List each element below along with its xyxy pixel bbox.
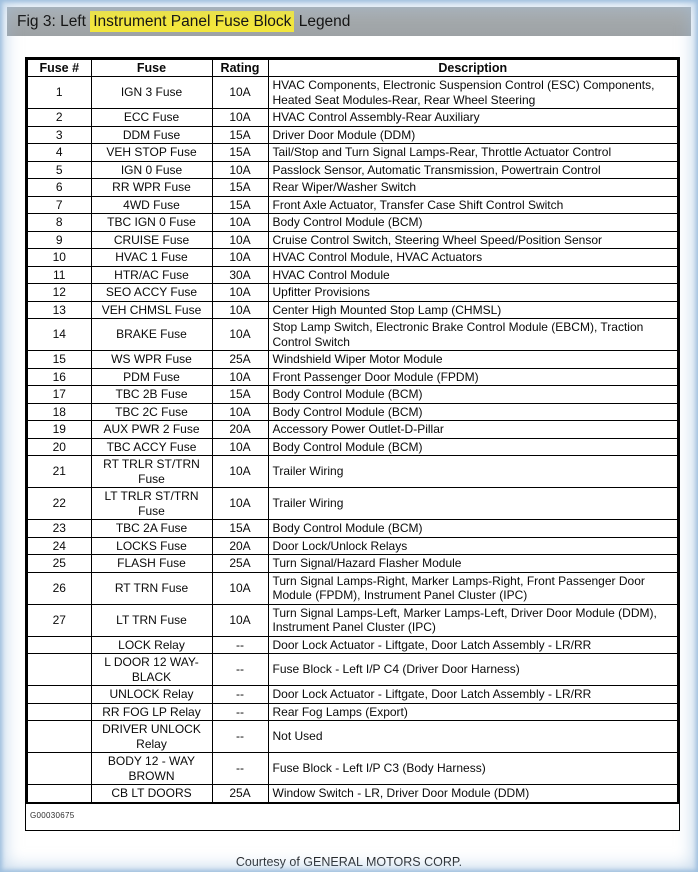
cell-fuse-number: 3 <box>27 126 91 144</box>
cell-rating: 10A <box>212 572 268 604</box>
cell-rating: 15A <box>212 386 268 404</box>
cell-rating: 15A <box>212 196 268 214</box>
fuse-table <box>26 58 679 804</box>
cell-description: Driver Door Module (DDM) <box>268 126 678 144</box>
cell-description: Stop Lamp Switch, Electronic Brake Control Module (EBCM), Traction Control Switch <box>268 319 678 351</box>
cell-description: Cruise Control Switch, Steering Wheel Speed/Position Sensor <box>268 231 678 249</box>
cell-rating: 10A <box>212 319 268 351</box>
cell-fuse-number: 11 <box>27 266 91 284</box>
cell-fuse-number: 24 <box>27 537 91 555</box>
cell-description: Body Control Module (BCM) <box>268 520 678 538</box>
table-row <box>27 537 678 555</box>
table-row <box>27 721 678 753</box>
cell-description: Body Control Module (BCM) <box>268 438 678 456</box>
cell-fuse-name: LOCK Relay <box>91 636 212 654</box>
table-row <box>27 403 678 421</box>
table-row <box>27 179 678 197</box>
cell-fuse-name: VEH STOP Fuse <box>91 144 212 162</box>
cell-fuse-number: 9 <box>27 231 91 249</box>
cell-fuse-number: 23 <box>27 520 91 538</box>
cell-description: Rear Wiper/Washer Switch <box>268 179 678 197</box>
table-row <box>27 421 678 439</box>
cell-rating: 15A <box>212 144 268 162</box>
cell-description: Windshield Wiper Motor Module <box>268 351 678 369</box>
cell-description: Body Control Module (BCM) <box>268 403 678 421</box>
cell-rating: 10A <box>212 249 268 267</box>
cell-fuse-number: 26 <box>27 572 91 604</box>
cell-rating: 15A <box>212 520 268 538</box>
table-row <box>27 386 678 404</box>
cell-rating: -- <box>212 753 268 785</box>
cell-description: Turn Signal/Hazard Flasher Module <box>268 555 678 573</box>
cell-fuse-number: 7 <box>27 196 91 214</box>
table-row <box>27 161 678 179</box>
cell-description: Rear Fog Lamps (Export) <box>268 703 678 721</box>
courtesy-line: Courtesy of GENERAL MOTORS CORP. <box>235 854 463 869</box>
cell-description: HVAC Control Module, HVAC Actuators <box>268 249 678 267</box>
cell-fuse-number: 22 <box>27 488 91 520</box>
cell-fuse-name: RT TRLR ST/TRN Fuse <box>91 456 212 488</box>
cell-fuse-number: 18 <box>27 403 91 421</box>
table-row <box>27 77 678 109</box>
cell-fuse-number <box>27 686 91 704</box>
col-header-fuse-name: Fuse <box>91 59 212 77</box>
cell-rating: 25A <box>212 351 268 369</box>
cell-rating: 10A <box>212 604 268 636</box>
cell-fuse-name: CB LT DOORS <box>91 785 212 803</box>
table-row <box>27 231 678 249</box>
cell-fuse-number: 2 <box>27 109 91 127</box>
cell-rating: -- <box>212 703 268 721</box>
cell-rating: 10A <box>212 231 268 249</box>
cell-fuse-name: TBC IGN 0 Fuse <box>91 214 212 232</box>
cell-fuse-number: 1 <box>27 77 91 109</box>
cell-fuse-number <box>27 703 91 721</box>
cell-fuse-name: SEO ACCY Fuse <box>91 284 212 302</box>
cell-fuse-name: IGN 0 Fuse <box>91 161 212 179</box>
table-row <box>27 144 678 162</box>
fuse-table-frame <box>25 57 680 831</box>
cell-description: Turn Signal Lamps-Right, Marker Lamps-Right, Front Passenger Door Module (FPDM), Instrument Panel Cluster (IPC) <box>268 572 678 604</box>
table-row <box>27 456 678 488</box>
cell-fuse-number: 27 <box>27 604 91 636</box>
table-row <box>27 572 678 604</box>
table-row <box>27 351 678 369</box>
cell-description: Front Axle Actuator, Transfer Case Shift Control Switch <box>268 196 678 214</box>
figure-title <box>17 13 350 31</box>
cell-fuse-name: LT TRLR ST/TRN Fuse <box>91 488 212 520</box>
cell-fuse-name: PDM Fuse <box>91 368 212 386</box>
table-row <box>27 686 678 704</box>
cell-fuse-number: 4 <box>27 144 91 162</box>
cell-fuse-name: FLASH Fuse <box>91 555 212 573</box>
cell-description: Window Switch - LR, Driver Door Module (DDM) <box>268 785 678 803</box>
cell-description: HVAC Components, Electronic Suspension Control (ESC) Components, Heated Seat Modules-Rear, Rear Wheel Steering <box>268 77 678 109</box>
cell-fuse-number: 17 <box>27 386 91 404</box>
cell-fuse-name: 4WD Fuse <box>91 196 212 214</box>
cell-fuse-name: RT TRN Fuse <box>91 572 212 604</box>
cell-rating: -- <box>212 721 268 753</box>
cell-description: Passlock Sensor, Automatic Transmission, Powertrain Control <box>268 161 678 179</box>
cell-fuse-number: 16 <box>27 368 91 386</box>
table-row <box>27 301 678 319</box>
cell-fuse-name: BRAKE Fuse <box>91 319 212 351</box>
cell-fuse-name: IGN 3 Fuse <box>91 77 212 109</box>
cell-description: Tail/Stop and Turn Signal Lamps-Rear, Throttle Actuator Control <box>268 144 678 162</box>
table-row <box>27 785 678 803</box>
cell-fuse-number <box>27 721 91 753</box>
cell-fuse-name: BODY 12 - WAY BROWN <box>91 753 212 785</box>
table-row <box>27 284 678 302</box>
cell-fuse-number: 21 <box>27 456 91 488</box>
cell-description: Front Passenger Door Module (FPDM) <box>268 368 678 386</box>
cell-fuse-number: 5 <box>27 161 91 179</box>
cell-fuse-number <box>27 785 91 803</box>
table-row <box>27 604 678 636</box>
cell-fuse-number <box>27 636 91 654</box>
cell-fuse-name: DDM Fuse <box>91 126 212 144</box>
cell-fuse-name: RR FOG LP Relay <box>91 703 212 721</box>
col-header-rating: Rating <box>212 59 268 77</box>
cell-rating: -- <box>212 654 268 686</box>
cell-description: Door Lock Actuator - Liftgate, Door Latch Assembly - LR/RR <box>268 686 678 704</box>
cell-rating: 10A <box>212 368 268 386</box>
col-header-description: Description <box>268 59 678 77</box>
cell-fuse-name: LT TRN Fuse <box>91 604 212 636</box>
cell-fuse-name: DRIVER UNLOCK Relay <box>91 721 212 753</box>
cell-description: Upfitter Provisions <box>268 284 678 302</box>
cell-rating: 20A <box>212 537 268 555</box>
cell-description: Body Control Module (BCM) <box>268 386 678 404</box>
figure-title-highlight: Instrument Panel Fuse Block <box>90 11 294 32</box>
cell-fuse-number <box>27 654 91 686</box>
cell-rating: 10A <box>212 161 268 179</box>
table-row <box>27 438 678 456</box>
cell-description: Turn Signal Lamps-Left, Marker Lamps-Left, Driver Door Module (DDM), Instrument Panel Cluster (IPC) <box>268 604 678 636</box>
cell-rating: -- <box>212 686 268 704</box>
table-row <box>27 214 678 232</box>
cell-rating: 10A <box>212 301 268 319</box>
cell-fuse-name: TBC 2A Fuse <box>91 520 212 538</box>
table-row <box>27 126 678 144</box>
document-id: G00030675 <box>30 810 75 820</box>
table-row <box>27 654 678 686</box>
cell-rating: 20A <box>212 421 268 439</box>
cell-description: Body Control Module (BCM) <box>268 214 678 232</box>
table-row <box>27 196 678 214</box>
figure-title-bar <box>7 7 691 36</box>
table-row <box>27 703 678 721</box>
cell-fuse-name: VEH CHMSL Fuse <box>91 301 212 319</box>
cell-description: Fuse Block - Left I/P C3 (Body Harness) <box>268 753 678 785</box>
cell-rating: 25A <box>212 785 268 803</box>
cell-rating: 10A <box>212 438 268 456</box>
cell-rating: 10A <box>212 456 268 488</box>
cell-description: HVAC Control Assembly-Rear Auxiliary <box>268 109 678 127</box>
cell-description: Door Lock Actuator - Liftgate, Door Latch Assembly - LR/RR <box>268 636 678 654</box>
cell-fuse-number: 13 <box>27 301 91 319</box>
cell-rating: 10A <box>212 403 268 421</box>
cell-fuse-name: CRUISE Fuse <box>91 231 212 249</box>
cell-fuse-number: 20 <box>27 438 91 456</box>
fuse-table-body <box>27 77 678 803</box>
cell-fuse-name: ECC Fuse <box>91 109 212 127</box>
cell-fuse-name: TBC ACCY Fuse <box>91 438 212 456</box>
cell-description: Trailer Wiring <box>268 456 678 488</box>
cell-description: Fuse Block - Left I/P C4 (Driver Door Harness) <box>268 654 678 686</box>
cell-fuse-name: LOCKS Fuse <box>91 537 212 555</box>
cell-rating: 10A <box>212 214 268 232</box>
cell-fuse-number: 8 <box>27 214 91 232</box>
cell-fuse-number: 19 <box>27 421 91 439</box>
cell-description: Center High Mounted Stop Lamp (CHMSL) <box>268 301 678 319</box>
table-row <box>27 636 678 654</box>
table-row <box>27 266 678 284</box>
table-row <box>27 520 678 538</box>
cell-fuse-name: TBC 2C Fuse <box>91 403 212 421</box>
cell-fuse-number: 15 <box>27 351 91 369</box>
cell-fuse-name: HVAC 1 Fuse <box>91 249 212 267</box>
cell-description: Not Used <box>268 721 678 753</box>
table-row <box>27 555 678 573</box>
cell-description: Trailer Wiring <box>268 488 678 520</box>
cell-rating: 10A <box>212 77 268 109</box>
table-row <box>27 488 678 520</box>
table-row <box>27 109 678 127</box>
cell-fuse-number: 25 <box>27 555 91 573</box>
figure-title-suffix: Legend <box>294 12 351 30</box>
cell-rating: 10A <box>212 488 268 520</box>
cell-description: Door Lock/Unlock Relays <box>268 537 678 555</box>
table-row <box>27 319 678 351</box>
cell-rating: 25A <box>212 555 268 573</box>
cell-fuse-number: 14 <box>27 319 91 351</box>
cell-rating: 30A <box>212 266 268 284</box>
cell-rating: 15A <box>212 179 268 197</box>
figure-title-prefix: Fig 3: Left <box>17 12 91 30</box>
cell-fuse-name: HTR/AC Fuse <box>91 266 212 284</box>
cell-rating: 10A <box>212 284 268 302</box>
table-row <box>27 753 678 785</box>
cell-fuse-number <box>27 753 91 785</box>
cell-rating: 15A <box>212 126 268 144</box>
table-row <box>27 249 678 267</box>
cell-rating: -- <box>212 636 268 654</box>
table-row <box>27 368 678 386</box>
cell-fuse-name: AUX PWR 2 Fuse <box>91 421 212 439</box>
cell-fuse-number: 6 <box>27 179 91 197</box>
cell-fuse-name: WS WPR Fuse <box>91 351 212 369</box>
cell-fuse-number: 10 <box>27 249 91 267</box>
cell-fuse-name: TBC 2B Fuse <box>91 386 212 404</box>
cell-description: Accessory Power Outlet-D-Pillar <box>268 421 678 439</box>
cell-fuse-name: L DOOR 12 WAY-BLACK <box>91 654 212 686</box>
cell-fuse-number: 12 <box>27 284 91 302</box>
cell-fuse-name: RR WPR Fuse <box>91 179 212 197</box>
fuse-table-header <box>27 59 678 77</box>
cell-fuse-name: UNLOCK Relay <box>91 686 212 704</box>
col-header-fuse-number: Fuse # <box>27 59 91 77</box>
cell-description: HVAC Control Module <box>268 266 678 284</box>
cell-rating: 10A <box>212 109 268 127</box>
